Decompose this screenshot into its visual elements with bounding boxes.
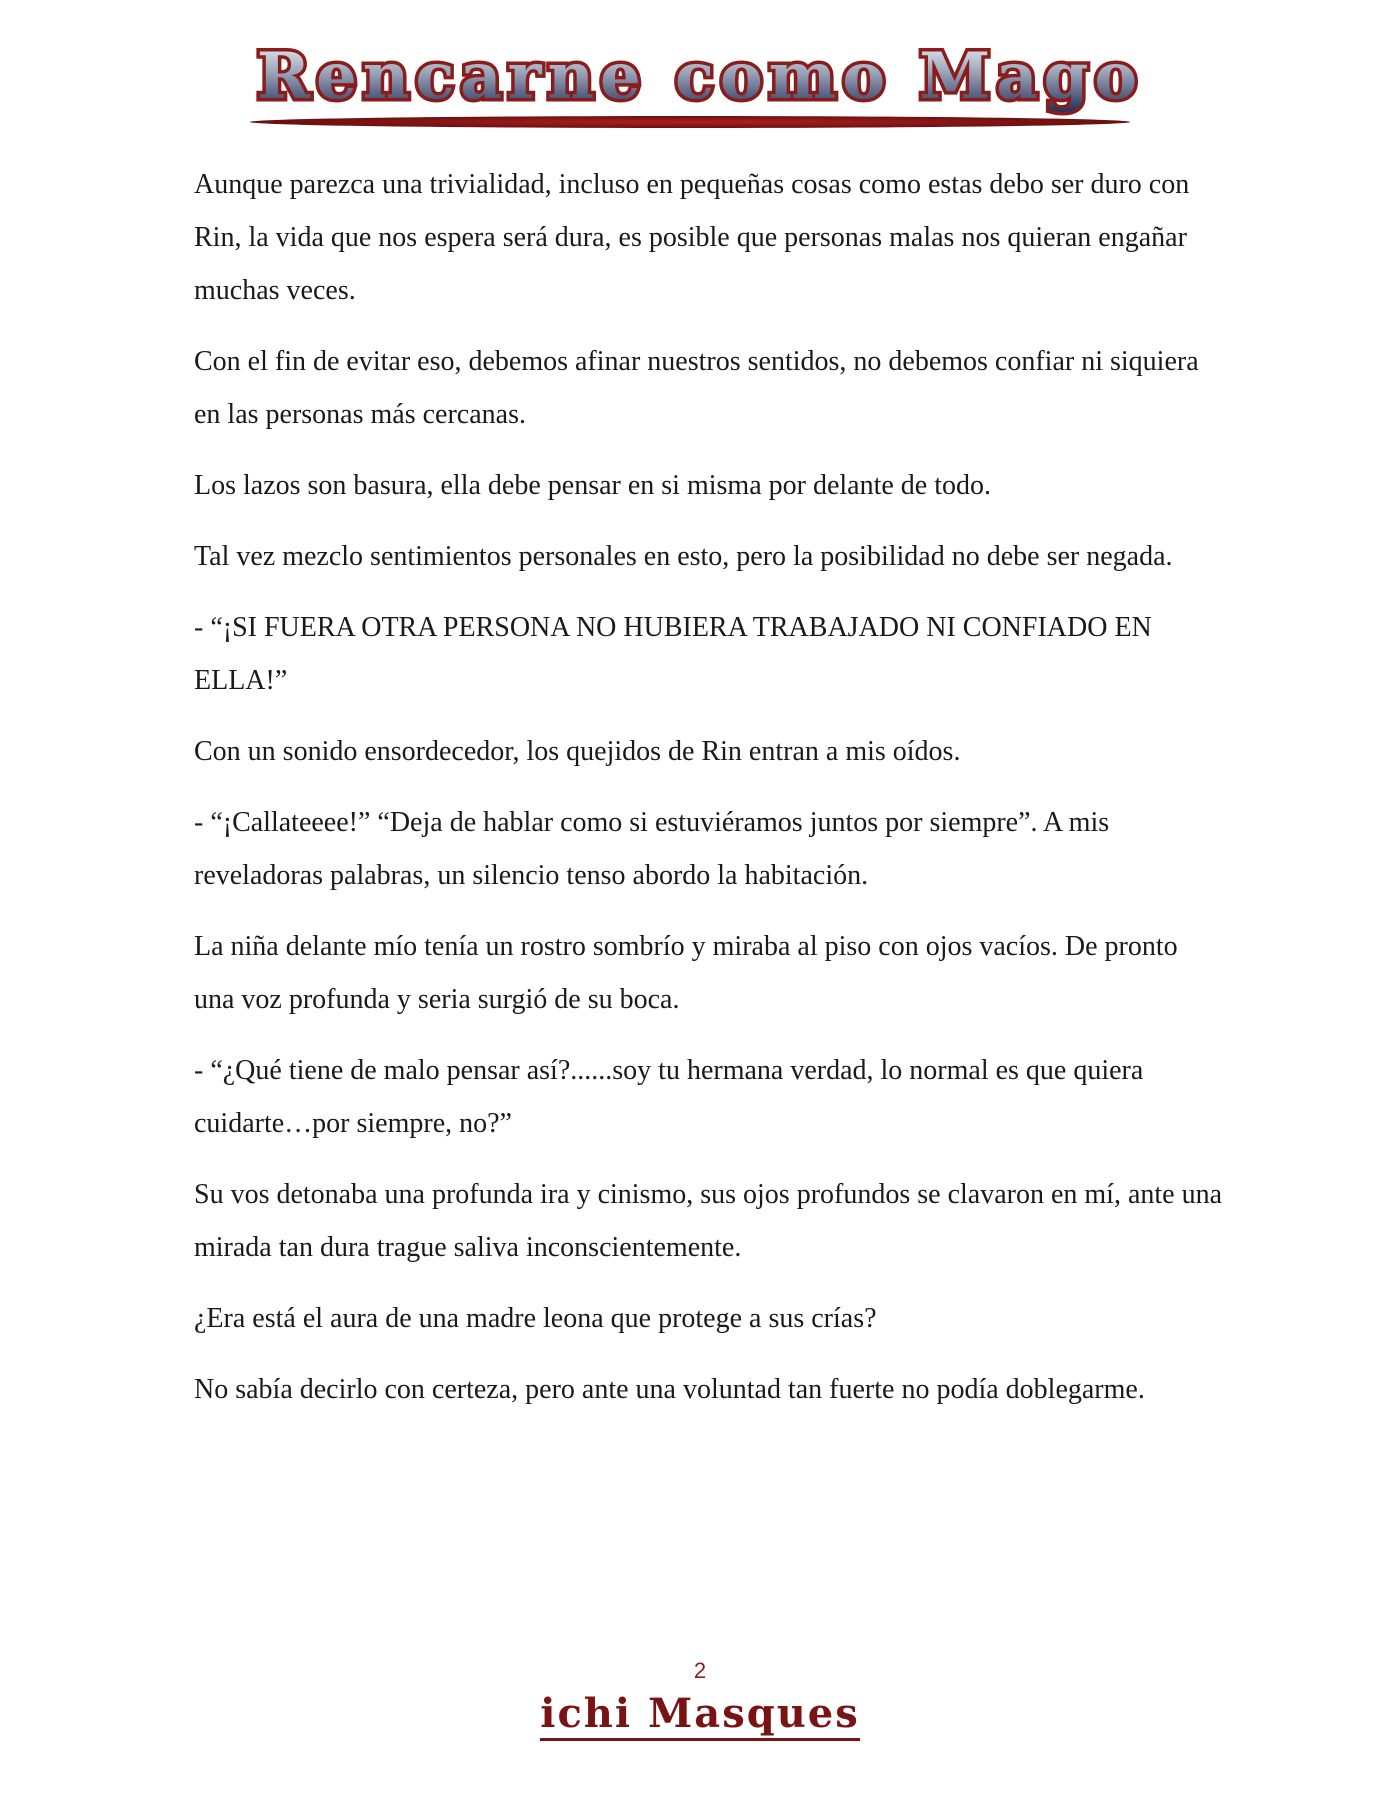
paragraph: ¿Era está el aura de una madre leona que protege a sus crías?	[194, 1303, 877, 1334]
paragraph: Con un sonido ensordecedor, los quejidos de Rin entran a mis oídos.	[194, 736, 961, 767]
paragraph: Con el fin de evitar eso, debemos afinar nuestros sentidos, no debemos confiar ni siquiera en las personas más cercanas.	[194, 346, 1199, 430]
translator-brand: ichi Masques	[540, 1692, 860, 1741]
dialogue-paragraph: - “¡Callateeee!” “Deja de hablar como si estuviéramos juntos por siempre”. A mis reveladoras palabras, un silencio tenso abordo la habitación.	[194, 807, 1110, 891]
dialogue-paragraph: - “¡SI FUERA OTRA PERSONA NO HUBIERA TRABAJADO NI CONFIADO EN ELLA!”	[194, 612, 1152, 696]
dialogue-paragraph: - “¿Qué tiene de malo pensar así?......soy tu hermana verdad, lo normal es que quiera cuidarte…por siempre, no?”	[194, 1055, 1144, 1139]
title-swoosh	[250, 116, 1130, 128]
paragraph: No sabía decirlo con certeza, pero ante una voluntad tan fuerte no podía doblegarme.	[194, 1374, 1145, 1405]
paragraph: Los lazos son basura, ella debe pensar en si misma por delante de todo.	[194, 470, 991, 501]
page-footer	[0, 1656, 1400, 1741]
series-title-banner	[0, 30, 1400, 140]
paragraph: Su vos detonaba una profunda ira y cinismo, sus ojos profundos se clavaron en mí, ante una mirada tan dura trague saliva inconscientemente.	[194, 1179, 1223, 1263]
page-header	[0, 30, 1400, 140]
page-number: 2	[693, 1658, 707, 1683]
chapter-text	[194, 158, 1224, 1434]
paragraph: Tal vez mezclo sentimientos personales en esto, pero la posibilidad no debe ser negada.	[194, 541, 1173, 572]
paragraph: Aunque parezca una trivialidad, incluso en pequeñas cosas como estas debo ser duro con Rin, la vida que nos espera será dura, es posible que personas malas nos quieran engañar muchas veces.	[194, 169, 1190, 306]
series-title: Rencarne como Mago	[256, 39, 1144, 114]
paragraph: La niña delante mío tenía un rostro sombrío y miraba al piso con ojos vacíos. De pronto una voz profunda y seria surgió de su boca.	[194, 931, 1178, 1015]
